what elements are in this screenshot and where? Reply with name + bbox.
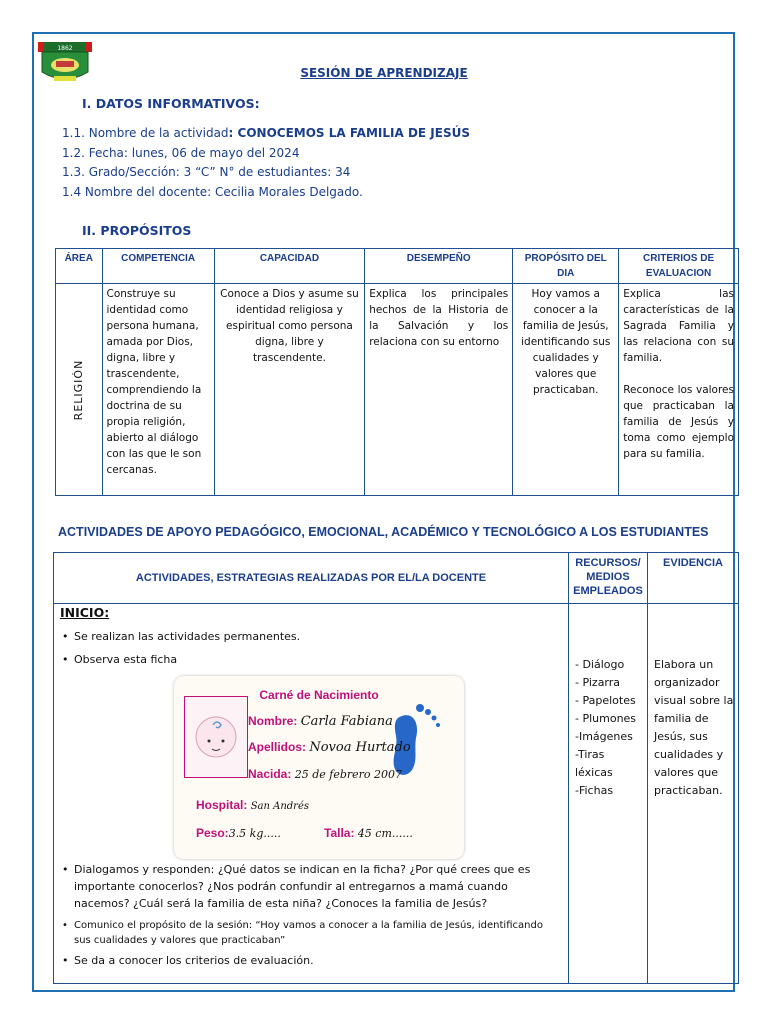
col-proposito: PROPÓSITO DEL DIA bbox=[513, 249, 619, 284]
inicio-heading: INICIO: bbox=[60, 605, 110, 620]
peso-field: Peso:3.5 kg..... bbox=[196, 826, 281, 840]
cell-proposito: Hoy vamos a conocer a la familia de Jesús, identificando sus cualidades y valores que practicaban. bbox=[513, 284, 619, 496]
bullet-actividades: • Se realizan las actividades permanentes. bbox=[74, 628, 562, 646]
col-capacidad: CAPACIDAD bbox=[214, 249, 364, 284]
info-line-date: 1.2. Fecha: lunes, 06 de mayo del 2024 bbox=[62, 146, 300, 160]
recurso-item: -Tiras léxicas bbox=[575, 748, 613, 779]
col-criterios: CRITERIOS DE EVALUACION bbox=[619, 249, 739, 284]
propositos-table bbox=[55, 248, 739, 496]
criterio-1: Explica las características de la Sagrada Familia y las relaciona con su familia. bbox=[623, 288, 734, 364]
nacida-field: Nacida: 25 de febrero 2007 bbox=[248, 767, 403, 781]
birth-card bbox=[174, 676, 464, 859]
bullet-dialogamos: • Dialogamos y responden: ¿Qué datos se indican en la ficha? ¿Por qué crees que es importante conocerlos? ¿Nos podrán confundir al entregarnos a mamá cuando nacemos? ¿Cuál será la familia de esta niña? ¿Conoces la familia de Jesús? bbox=[74, 861, 562, 912]
datos-heading: I. DATOS INFORMATIVOS: bbox=[82, 96, 260, 111]
bullet-observa: • Observa esta ficha bbox=[74, 651, 562, 669]
info-line-grade: 1.3. Grado/Sección: 3 “C” N° de estudiantes: 34 bbox=[62, 165, 351, 179]
criterio-2: Reconoce los valores que practicaban la familia de Jesús y toma como ejemplo para su familia. bbox=[623, 384, 734, 460]
propositos-heading: II. PROPÓSITOS bbox=[82, 223, 192, 238]
talla-field: Talla: 45 cm...... bbox=[324, 826, 413, 840]
hospital-field: Hospital: San Andrés bbox=[196, 798, 310, 812]
col-competencia: COMPETENCIA bbox=[102, 249, 214, 284]
baby-face-icon bbox=[185, 697, 247, 777]
nombre-field: Nombre: Carla Fabiana bbox=[248, 714, 393, 729]
cell-area: RELIGIÓN bbox=[56, 284, 103, 496]
cell-competencia: Construye su identidad como persona humana, amada por Dios, digna, libre y trascendente, comprendiendo la doctrina de su propia religión, abierto al diálogo con las que le son cercanas. bbox=[102, 284, 214, 496]
recurso-item: - Diálogo bbox=[575, 658, 625, 671]
cell-recursos bbox=[569, 604, 648, 984]
col-estrategias: ACTIVIDADES, ESTRATEGIAS REALIZADAS POR EL/LA DOCENTE bbox=[54, 553, 569, 604]
info-line-activity: 1.1. Nombre de la actividad: CONOCEMOS LA FAMILIA DE JESÚS bbox=[62, 126, 470, 140]
bullet-comunico: • Comunico el propósito de la sesión: “Hoy vamos a conocer a la familia de Jesús, identificando sus cualidades y valores que practicaban” bbox=[74, 918, 562, 948]
col-desempeno: DESEMPEÑO bbox=[365, 249, 513, 284]
apellidos-field: Apellidos: Novoa Hurtado bbox=[248, 740, 411, 755]
cell-evidencia: Elabora un organizador visual sobre la familia de Jesús, sus cualidades y valores que practicaban. bbox=[648, 604, 739, 984]
page-title: SESIÓN DE APRENDIZAJE bbox=[300, 66, 468, 80]
propositos-row bbox=[56, 284, 739, 496]
cell-criterios bbox=[619, 284, 739, 496]
cell-capacidad: Conoce a Dios y asume su identidad religiosa y espiritual como persona digna, libre y trascendente. bbox=[214, 284, 364, 496]
actividades-header-row bbox=[54, 553, 739, 604]
cell-desempeno: Explica los principales hechos de la Historia de la Salvación y los relaciona con su entorno bbox=[365, 284, 513, 496]
col-evidencia: EVIDENCIA bbox=[648, 553, 739, 604]
propositos-header-row bbox=[56, 249, 739, 284]
col-recursos: RECURSOS/ MEDIOS EMPLEADOS bbox=[569, 553, 648, 604]
actividades-heading: ACTIVIDADES DE APOYO PEDAGÓGICO, EMOCIONAL, ACADÉMICO Y TECNOLÓGICO A LOS ESTUDIANTES bbox=[58, 525, 709, 539]
crest-year: 1862 bbox=[57, 45, 73, 52]
bullet-criterios: • Se da a conocer los criterios de evaluación. bbox=[74, 952, 562, 970]
recurso-item: -Fichas bbox=[575, 784, 614, 797]
recurso-item: - Pizarra bbox=[575, 676, 621, 689]
recurso-item: - Plumones bbox=[575, 712, 637, 725]
recurso-item: -Imágenes bbox=[575, 730, 633, 743]
baby-photo bbox=[184, 696, 248, 778]
col-area: ÁREA bbox=[56, 249, 103, 284]
recurso-item: - Papelotes bbox=[575, 694, 636, 707]
info-line-teacher: 1.4 Nombre del docente: Cecilia Morales Delgado. bbox=[62, 185, 363, 199]
card-title: Carné de Nacimiento bbox=[259, 688, 379, 702]
